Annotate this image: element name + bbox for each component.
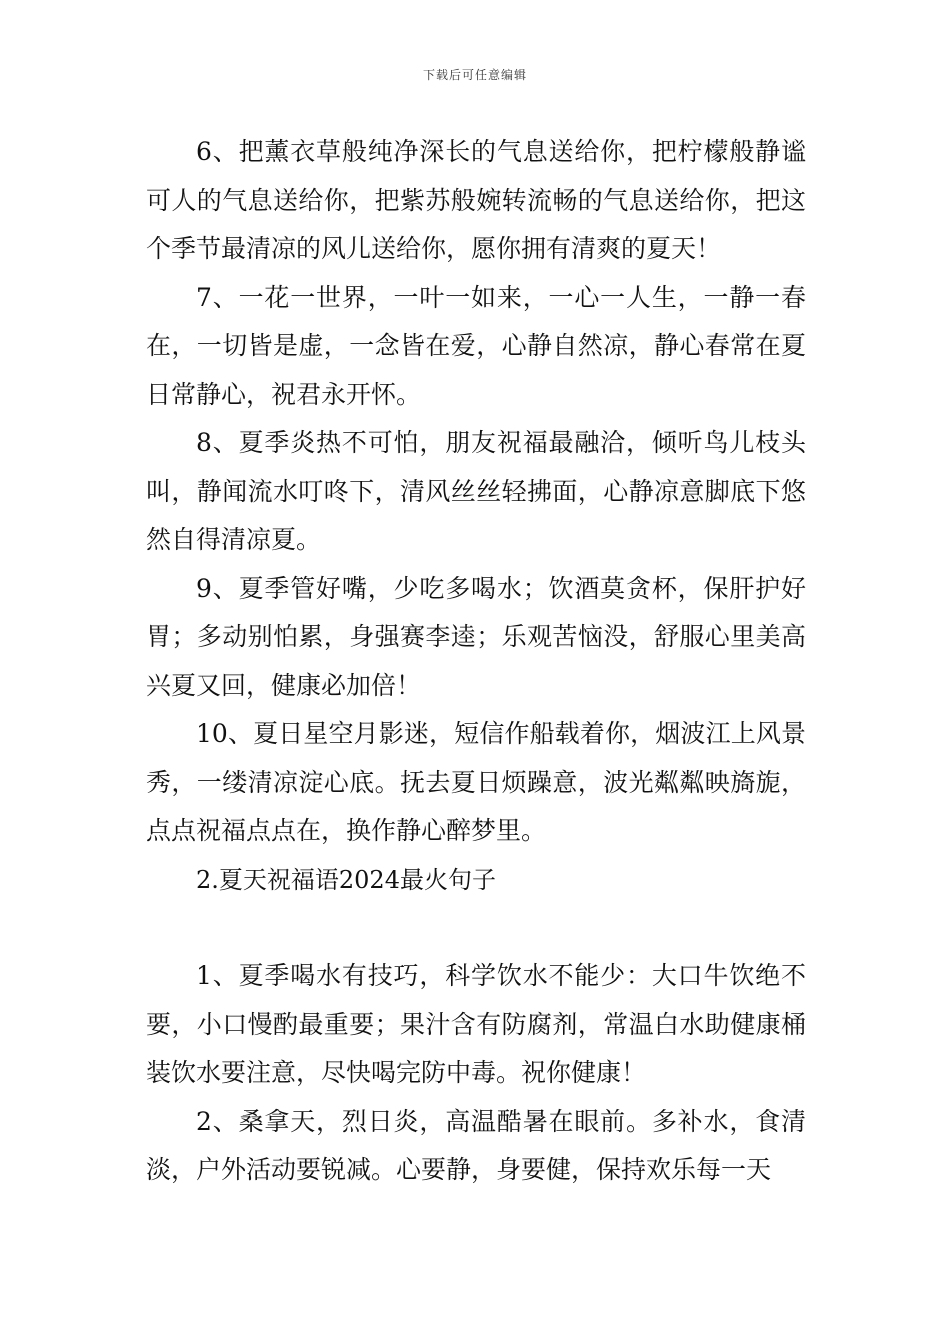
paragraph-1: 1、夏季喝水有技巧，科学饮水不能少：大口牛饮绝不要，小口慢酌最重要；果汁含有防腐剂，常温白水助健康桶装饮水要注意，尽快喝完防中毒。祝你健康！: [146, 961, 806, 1087]
paragraph-6: 6、把薰衣草般纯净深长的气息送给你，把柠檬般静谧可人的气息送给你，把紫苏般婉转流畅的气息送给你，把这个季节最清凉的风儿送给你，愿你拥有清爽的夏天！: [146, 137, 806, 263]
document-body: [146, 128, 806, 1195]
section-heading: 2.夏天祝福语2024最火句子: [196, 865, 496, 894]
paragraph-9: 9、夏季管好嘴，少吃多喝水；饮酒莫贪杯，保肝护好胃；多动别怕累，身强赛李逵；乐观苦恼没，舒服心里美高兴夏又回，健康必加倍！: [146, 573, 806, 700]
spacer: [146, 904, 806, 952]
paragraph-2: 2、桑拿天，烈日炎，高温酷暑在眼前。多补水，食清淡，户外活动要锐减。心要静，身要健，保持欢乐每一天: [146, 1106, 806, 1184]
paragraph-10: 10、夏日星空月影迷，短信作船载着你，烟波江上风景秀，一缕清凉淀心底。抚去夏日烦躁意，波光粼粼映旖旎，点点祝福点点在，换作静心醉梦里。: [146, 719, 806, 845]
paragraph-7: 7、一花一世界，一叶一如来，一心一人生，一静一春在，一切皆是虚，一念皆在爱，心静自然凉，静心春常在夏日常静心，祝君永开怀。: [146, 282, 806, 409]
paragraph-8: 8、夏季炎热不可怕，朋友祝福最融洽，倾听鸟儿枝头叫，静闻流水叮咚下，清风丝丝轻拂面，心静凉意脚底下悠然自得清凉夏。: [146, 428, 806, 554]
header-note: 下载后可任意编辑: [422, 68, 527, 82]
